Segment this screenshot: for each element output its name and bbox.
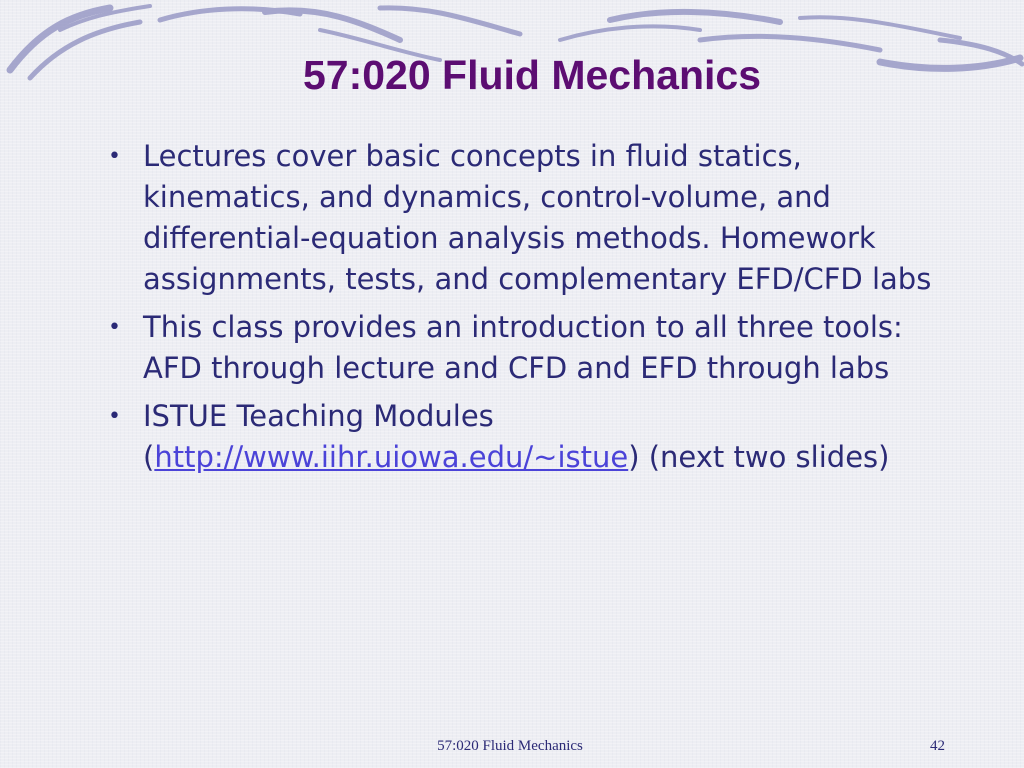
bullet-text-before-link: ISTUE Teaching Modules ( bbox=[143, 399, 494, 474]
bullet-icon: • bbox=[108, 144, 121, 169]
istue-link[interactable]: http://www.iihr.uiowa.edu/~istue bbox=[154, 440, 629, 474]
bullet-text: Lectures cover basic concepts in fluid statics, kinematics, and dynamics, control-volume, and differential-equation analysis methods. Homework assignments, tests, and complementary EFD/CFD labs bbox=[143, 139, 932, 296]
page-number: 42 bbox=[930, 738, 945, 754]
bullet-icon: • bbox=[108, 315, 121, 340]
bullet-item bbox=[108, 396, 938, 478]
footer-title: 57:020 Fluid Mechanics bbox=[437, 738, 583, 754]
bullet-text: This class provides an introduction to all three tools: AFD through lecture and CFD and EFD through labs bbox=[143, 310, 903, 385]
bullet-list bbox=[108, 136, 938, 485]
bullet-text-after-link: ) (next two slides) bbox=[628, 440, 890, 474]
bullet-item bbox=[108, 136, 938, 300]
bullet-icon: • bbox=[108, 404, 121, 429]
bullet-item bbox=[108, 307, 938, 389]
slide-title: 57:020 Fluid Mechanics bbox=[302, 52, 761, 98]
